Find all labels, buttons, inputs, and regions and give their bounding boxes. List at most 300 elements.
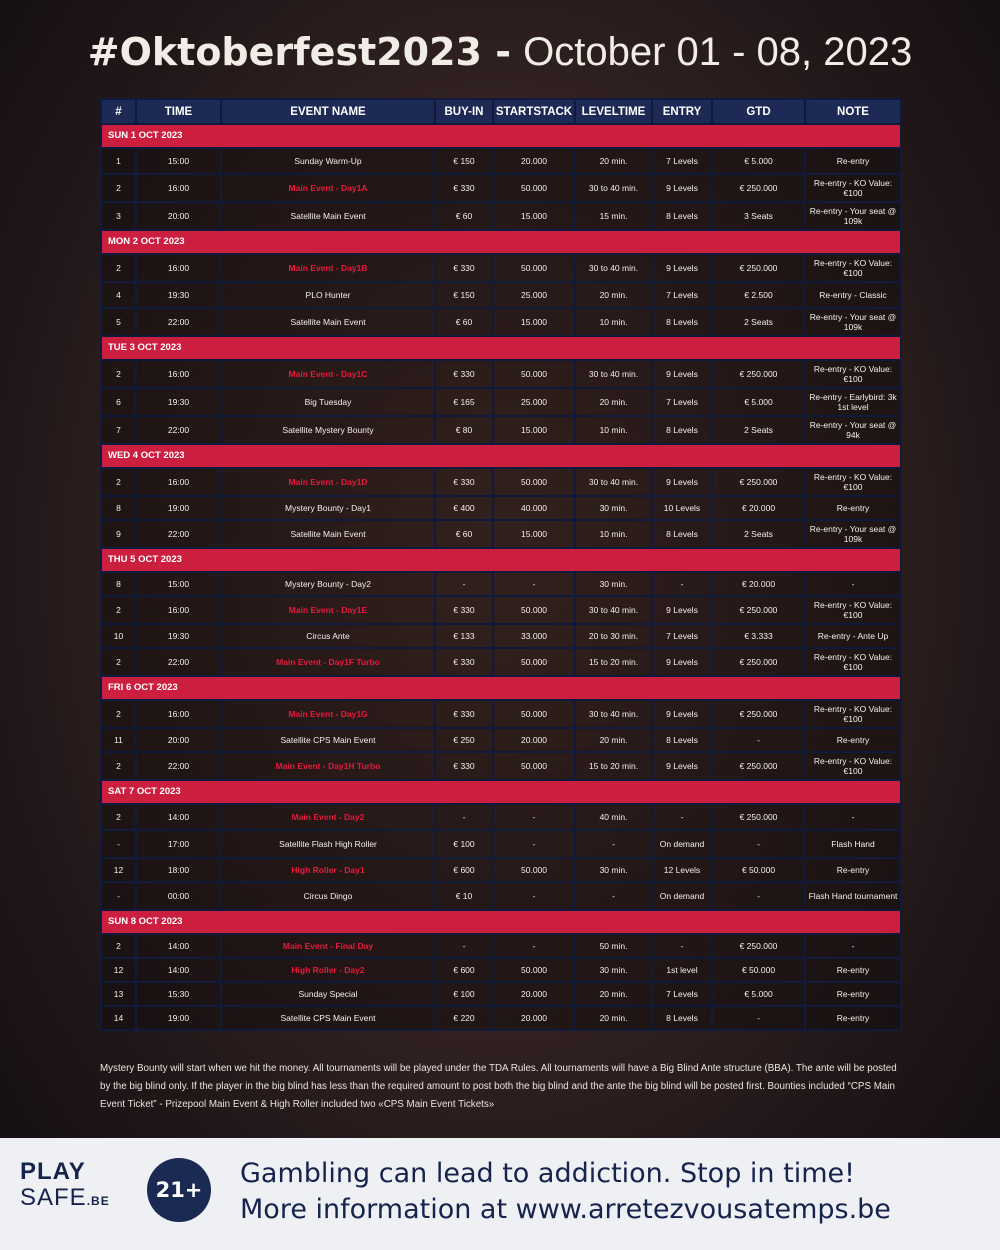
time-cell: 22:00: [136, 648, 221, 676]
rules-footnote: Mystery Bounty will start when we hit the money. All tournaments will be played under the TDA Rules. All tournaments will have a Big Blind Ante structure (BBA). The ante will be posted by the big blind only. If the player in the big blind has less than the required amount to post both the big blind and the ante the big blind will be posted first. Bounties included “CPS Main Event Ticket” - Prizepool Main Event & High Roller included two «CPS Main Event Tickets»: [100, 1063, 897, 1110]
table-row: [101, 308, 901, 336]
entry-cell: 12 Levels: [652, 858, 712, 882]
table-row: [101, 572, 901, 596]
col-header-number: #: [101, 99, 136, 124]
buyin-cell: € 330: [435, 254, 493, 282]
leveltime-cell: 30 to 40 min.: [575, 700, 652, 728]
entry-cell: 7 Levels: [652, 624, 712, 648]
table-row: [101, 934, 901, 958]
col-header-leveltime: LEVELTIME: [575, 99, 652, 124]
schedule-body: [101, 124, 901, 1030]
event-number-cell: 2: [101, 752, 136, 780]
note-cell: Re-entry - KO Value: €100: [805, 360, 901, 388]
schedule-table: [100, 98, 902, 1031]
gtd-cell: -: [712, 1006, 805, 1030]
buyin-cell: € 100: [435, 830, 493, 858]
gtd-cell: -: [712, 882, 805, 910]
startstack-cell: 15.000: [493, 202, 575, 230]
buyin-cell: € 60: [435, 520, 493, 548]
table-row: [101, 804, 901, 830]
gtd-cell: € 250.000: [712, 254, 805, 282]
time-cell: 22:00: [136, 520, 221, 548]
event-name-cell: High Roller - Day2: [221, 958, 435, 982]
entry-cell: 9 Levels: [652, 360, 712, 388]
entry-cell: 9 Levels: [652, 468, 712, 496]
entry-cell: 9 Levels: [652, 700, 712, 728]
note-cell: Re-entry - KO Value: €100: [805, 700, 901, 728]
entry-cell: 8 Levels: [652, 416, 712, 444]
leveltime-cell: 20 min.: [575, 282, 652, 308]
event-number-cell: 2: [101, 700, 136, 728]
time-cell: 22:00: [136, 416, 221, 444]
gtd-cell: € 250.000: [712, 468, 805, 496]
gtd-cell: 2 Seats: [712, 520, 805, 548]
event-name-cell: Main Event - Day1F Turbo: [221, 648, 435, 676]
buyin-cell: € 133: [435, 624, 493, 648]
note-cell: Re-entry - KO Value: €100: [805, 752, 901, 780]
note-cell: Re-entry - Your seat @ 109k: [805, 308, 901, 336]
note-cell: Re-entry: [805, 1006, 901, 1030]
note-cell: Flash Hand tournament: [805, 882, 901, 910]
warning-line-1: Gambling can lead to addiction. Stop in time!: [240, 1158, 855, 1189]
buyin-cell: € 330: [435, 468, 493, 496]
col-header-time: TIME: [136, 99, 221, 124]
event-number-cell: 11: [101, 728, 136, 752]
leveltime-cell: 30 min.: [575, 858, 652, 882]
note-cell: Re-entry: [805, 958, 901, 982]
table-row: [101, 596, 901, 624]
event-number-cell: 1: [101, 148, 136, 174]
event-number-cell: 2: [101, 934, 136, 958]
gambling-warning: [240, 1156, 891, 1228]
buyin-cell: € 150: [435, 282, 493, 308]
day-label: SAT 7 OCT 2023: [101, 780, 901, 804]
playsafe-logo-be: .BE: [86, 1194, 110, 1208]
buyin-cell: € 600: [435, 858, 493, 882]
entry-cell: 9 Levels: [652, 254, 712, 282]
time-cell: 22:00: [136, 752, 221, 780]
leveltime-cell: 40 min.: [575, 804, 652, 830]
gtd-cell: € 250.000: [712, 596, 805, 624]
title-dates: October 01 - 08, 2023: [523, 30, 913, 74]
gtd-cell: € 250.000: [712, 360, 805, 388]
gtd-cell: € 250.000: [712, 648, 805, 676]
event-number-cell: 8: [101, 496, 136, 520]
gtd-cell: € 250.000: [712, 934, 805, 958]
entry-cell: 8 Levels: [652, 308, 712, 336]
table-row: [101, 958, 901, 982]
col-header-note: NOTE: [805, 99, 901, 124]
entry-cell: 8 Levels: [652, 1006, 712, 1030]
table-row: [101, 882, 901, 910]
leveltime-cell: 30 to 40 min.: [575, 360, 652, 388]
note-cell: Re-entry - Your seat @ 109k: [805, 520, 901, 548]
time-cell: 20:00: [136, 202, 221, 230]
entry-cell: 10 Levels: [652, 496, 712, 520]
note-cell: Re-entry: [805, 982, 901, 1006]
event-number-cell: 2: [101, 254, 136, 282]
startstack-cell: -: [493, 882, 575, 910]
time-cell: 19:00: [136, 496, 221, 520]
note-cell: -: [805, 572, 901, 596]
startstack-cell: 50.000: [493, 858, 575, 882]
event-number-cell: 9: [101, 520, 136, 548]
entry-cell: -: [652, 572, 712, 596]
leveltime-cell: 30 min.: [575, 572, 652, 596]
event-name-cell: Satellite CPS Main Event: [221, 1006, 435, 1030]
day-header-row: [101, 910, 901, 934]
table-row: [101, 1006, 901, 1030]
buyin-cell: -: [435, 934, 493, 958]
event-number-cell: 2: [101, 804, 136, 830]
note-cell: Re-entry - KO Value: €100: [805, 468, 901, 496]
event-name-cell: Main Event - Day1A: [221, 174, 435, 202]
event-name-cell: Satellite Flash High Roller: [221, 830, 435, 858]
note-cell: Re-entry: [805, 148, 901, 174]
entry-cell: 8 Levels: [652, 728, 712, 752]
buyin-cell: € 330: [435, 360, 493, 388]
event-name-cell: Mystery Bounty - Day1: [221, 496, 435, 520]
note-cell: Re-entry: [805, 858, 901, 882]
time-cell: 14:00: [136, 934, 221, 958]
gtd-cell: € 50.000: [712, 858, 805, 882]
startstack-cell: -: [493, 934, 575, 958]
event-number-cell: 8: [101, 572, 136, 596]
buyin-cell: € 220: [435, 1006, 493, 1030]
leveltime-cell: 20 min.: [575, 148, 652, 174]
startstack-cell: 50.000: [493, 254, 575, 282]
time-cell: 17:00: [136, 830, 221, 858]
leveltime-cell: 30 to 40 min.: [575, 174, 652, 202]
note-cell: Re-entry - Ante Up: [805, 624, 901, 648]
event-number-cell: 4: [101, 282, 136, 308]
leveltime-cell: 10 min.: [575, 308, 652, 336]
day-label: FRI 6 OCT 2023: [101, 676, 901, 700]
entry-cell: 7 Levels: [652, 982, 712, 1006]
startstack-cell: 50.000: [493, 468, 575, 496]
time-cell: 22:00: [136, 308, 221, 336]
event-number-cell: 2: [101, 648, 136, 676]
gtd-cell: € 3.333: [712, 624, 805, 648]
gtd-cell: -: [712, 830, 805, 858]
buyin-cell: € 60: [435, 308, 493, 336]
event-name-cell: Main Event - Day1E: [221, 596, 435, 624]
buyin-cell: € 330: [435, 648, 493, 676]
note-cell: Re-entry - Your seat @ 109k: [805, 202, 901, 230]
startstack-cell: 25.000: [493, 388, 575, 416]
day-label: MON 2 OCT 2023: [101, 230, 901, 254]
entry-cell: 7 Levels: [652, 282, 712, 308]
table-row: [101, 520, 901, 548]
table-row: [101, 624, 901, 648]
event-number-cell: -: [101, 882, 136, 910]
note-cell: Re-entry: [805, 496, 901, 520]
leveltime-cell: 50 min.: [575, 934, 652, 958]
buyin-cell: € 80: [435, 416, 493, 444]
leveltime-cell: 30 to 40 min.: [575, 596, 652, 624]
table-row: [101, 982, 901, 1006]
col-header-event: EVENT NAME: [221, 99, 435, 124]
time-cell: 16:00: [136, 468, 221, 496]
gtd-cell: -: [712, 728, 805, 752]
event-name-cell: Sunday Warm-Up: [221, 148, 435, 174]
playsafe-logo-play: PLAY: [20, 1158, 86, 1185]
time-cell: 16:00: [136, 360, 221, 388]
table-row: [101, 360, 901, 388]
buyin-cell: € 330: [435, 596, 493, 624]
startstack-cell: 15.000: [493, 308, 575, 336]
startstack-cell: 20.000: [493, 728, 575, 752]
table-row: [101, 254, 901, 282]
age-limit-badge: 21+: [147, 1158, 211, 1222]
event-name-cell: Main Event - Day1B: [221, 254, 435, 282]
title-hashtag: #Oktoberfest2023 -: [87, 30, 512, 74]
event-name-cell: Main Event - Day1H Turbo: [221, 752, 435, 780]
buyin-cell: € 330: [435, 752, 493, 780]
startstack-cell: -: [493, 572, 575, 596]
event-number-cell: 6: [101, 388, 136, 416]
time-cell: 19:30: [136, 388, 221, 416]
startstack-cell: 50.000: [493, 360, 575, 388]
leveltime-cell: 20 min.: [575, 1006, 652, 1030]
event-name-cell: Satellite CPS Main Event: [221, 728, 435, 752]
playsafe-logo-safe: [20, 1184, 110, 1215]
entry-cell: 9 Levels: [652, 174, 712, 202]
buyin-cell: € 60: [435, 202, 493, 230]
event-name-cell: Circus Ante: [221, 624, 435, 648]
table-row: [101, 648, 901, 676]
startstack-cell: 20.000: [493, 982, 575, 1006]
startstack-cell: 50.000: [493, 596, 575, 624]
event-number-cell: 7: [101, 416, 136, 444]
entry-cell: 9 Levels: [652, 596, 712, 624]
time-cell: 20:00: [136, 728, 221, 752]
event-number-cell: 14: [101, 1006, 136, 1030]
gtd-cell: € 5.000: [712, 982, 805, 1006]
entry-cell: 8 Levels: [652, 520, 712, 548]
col-header-gtd: GTD: [712, 99, 805, 124]
col-header-startstack: STARTSTACK: [493, 99, 575, 124]
playsafe-logo: [20, 1160, 110, 1215]
table-row: [101, 202, 901, 230]
event-name-cell: PLO Hunter: [221, 282, 435, 308]
event-number-cell: 2: [101, 360, 136, 388]
event-number-cell: 12: [101, 958, 136, 982]
leveltime-cell: -: [575, 830, 652, 858]
event-number-cell: 2: [101, 596, 136, 624]
day-label: SUN 1 OCT 2023: [101, 124, 901, 148]
event-name-cell: Sunday Special: [221, 982, 435, 1006]
leveltime-cell: 10 min.: [575, 520, 652, 548]
entry-cell: On demand: [652, 882, 712, 910]
note-cell: Re-entry - KO Value: €100: [805, 596, 901, 624]
time-cell: 16:00: [136, 700, 221, 728]
time-cell: 16:00: [136, 174, 221, 202]
time-cell: 14:00: [136, 804, 221, 830]
table-row: [101, 728, 901, 752]
note-cell: Re-entry - KO Value: €100: [805, 254, 901, 282]
gtd-cell: € 2.500: [712, 282, 805, 308]
table-row: [101, 174, 901, 202]
startstack-cell: -: [493, 804, 575, 830]
startstack-cell: 33.000: [493, 624, 575, 648]
time-cell: 16:00: [136, 596, 221, 624]
event-name-cell: Circus Dingo: [221, 882, 435, 910]
event-name-cell: Big Tuesday: [221, 388, 435, 416]
note-cell: -: [805, 804, 901, 830]
note-cell: Re-entry - Classic: [805, 282, 901, 308]
startstack-cell: -: [493, 830, 575, 858]
gtd-cell: € 250.000: [712, 174, 805, 202]
event-name-cell: High Roller - Day1: [221, 858, 435, 882]
gtd-cell: € 250.000: [712, 752, 805, 780]
note-cell: Flash Hand: [805, 830, 901, 858]
event-name-cell: Satellite Main Event: [221, 308, 435, 336]
gtd-cell: € 5.000: [712, 148, 805, 174]
leveltime-cell: 30 min.: [575, 958, 652, 982]
table-row: [101, 416, 901, 444]
startstack-cell: 25.000: [493, 282, 575, 308]
leveltime-cell: 15 min.: [575, 202, 652, 230]
time-cell: 16:00: [136, 254, 221, 282]
entry-cell: 9 Levels: [652, 752, 712, 780]
event-name-cell: Main Event - Day1C: [221, 360, 435, 388]
buyin-cell: € 10: [435, 882, 493, 910]
event-name-cell: Main Event - Day1D: [221, 468, 435, 496]
entry-cell: 7 Levels: [652, 148, 712, 174]
table-row: [101, 388, 901, 416]
leveltime-cell: 20 min.: [575, 388, 652, 416]
entry-cell: 1st level: [652, 958, 712, 982]
table-header-row: [101, 99, 901, 124]
table-row: [101, 700, 901, 728]
gtd-cell: € 250.000: [712, 804, 805, 830]
leveltime-cell: 30 min.: [575, 496, 652, 520]
day-label: WED 4 OCT 2023: [101, 444, 901, 468]
time-cell: 15:00: [136, 572, 221, 596]
buyin-cell: € 100: [435, 982, 493, 1006]
day-label: TUE 3 OCT 2023: [101, 336, 901, 360]
time-cell: 19:30: [136, 624, 221, 648]
buyin-cell: € 150: [435, 148, 493, 174]
playsafe-logo-safe-text: SAFE: [20, 1184, 87, 1211]
entry-cell: -: [652, 934, 712, 958]
day-header-row: [101, 444, 901, 468]
event-number-cell: 10: [101, 624, 136, 648]
table-row: [101, 282, 901, 308]
buyin-cell: € 165: [435, 388, 493, 416]
leveltime-cell: -: [575, 882, 652, 910]
buyin-cell: € 330: [435, 700, 493, 728]
gtd-cell: 2 Seats: [712, 308, 805, 336]
event-name-cell: Satellite Mystery Bounty: [221, 416, 435, 444]
time-cell: 15:30: [136, 982, 221, 1006]
event-name-cell: Main Event - Day2: [221, 804, 435, 830]
startstack-cell: 50.000: [493, 700, 575, 728]
gtd-cell: € 250.000: [712, 700, 805, 728]
gtd-cell: € 5.000: [712, 388, 805, 416]
startstack-cell: 50.000: [493, 958, 575, 982]
gtd-cell: € 20.000: [712, 572, 805, 596]
time-cell: 18:00: [136, 858, 221, 882]
note-cell: Re-entry - KO Value: €100: [805, 174, 901, 202]
entry-cell: On demand: [652, 830, 712, 858]
startstack-cell: 15.000: [493, 416, 575, 444]
note-cell: Re-entry - Your seat @ 94k: [805, 416, 901, 444]
event-name-cell: Satellite Main Event: [221, 202, 435, 230]
event-number-cell: 2: [101, 174, 136, 202]
event-name-cell: Main Event - Day1G: [221, 700, 435, 728]
entry-cell: -: [652, 804, 712, 830]
table-row: [101, 148, 901, 174]
gtd-cell: 3 Seats: [712, 202, 805, 230]
day-header-row: [101, 230, 901, 254]
leveltime-cell: 20 min.: [575, 982, 652, 1006]
table-row: [101, 830, 901, 858]
gtd-cell: € 20.000: [712, 496, 805, 520]
note-cell: Re-entry: [805, 728, 901, 752]
buyin-cell: -: [435, 804, 493, 830]
buyin-cell: -: [435, 572, 493, 596]
entry-cell: 7 Levels: [652, 388, 712, 416]
event-number-cell: 2: [101, 468, 136, 496]
table-row: [101, 858, 901, 882]
buyin-cell: € 330: [435, 174, 493, 202]
table-row: [101, 752, 901, 780]
startstack-cell: 15.000: [493, 520, 575, 548]
leveltime-cell: 20 to 30 min.: [575, 624, 652, 648]
time-cell: 19:00: [136, 1006, 221, 1030]
startstack-cell: 50.000: [493, 752, 575, 780]
note-cell: -: [805, 934, 901, 958]
entry-cell: 9 Levels: [652, 648, 712, 676]
day-label: THU 5 OCT 2023: [101, 548, 901, 572]
leveltime-cell: 30 to 40 min.: [575, 254, 652, 282]
day-header-row: [101, 124, 901, 148]
day-header-row: [101, 780, 901, 804]
col-header-buyin: BUY-IN: [435, 99, 493, 124]
leveltime-cell: 15 to 20 min.: [575, 752, 652, 780]
leveltime-cell: 30 to 40 min.: [575, 468, 652, 496]
note-cell: Re-entry - KO Value: €100: [805, 648, 901, 676]
event-number-cell: -: [101, 830, 136, 858]
time-cell: 14:00: [136, 958, 221, 982]
day-header-row: [101, 336, 901, 360]
event-number-cell: 12: [101, 858, 136, 882]
table-row: [101, 496, 901, 520]
buyin-cell: € 400: [435, 496, 493, 520]
col-header-entry: ENTRY: [652, 99, 712, 124]
startstack-cell: 20.000: [493, 1006, 575, 1030]
buyin-cell: € 600: [435, 958, 493, 982]
event-name-cell: Main Event - Final Day: [221, 934, 435, 958]
day-header-row: [101, 548, 901, 572]
startstack-cell: 40.000: [493, 496, 575, 520]
startstack-cell: 50.000: [493, 648, 575, 676]
event-name-cell: Mystery Bounty - Day2: [221, 572, 435, 596]
event-number-cell: 13: [101, 982, 136, 1006]
leveltime-cell: 20 min.: [575, 728, 652, 752]
startstack-cell: 20.000: [493, 148, 575, 174]
buyin-cell: € 250: [435, 728, 493, 752]
warning-line-2: More information at www.arretezvousatemps.be: [240, 1194, 891, 1225]
startstack-cell: 50.000: [493, 174, 575, 202]
day-header-row: [101, 676, 901, 700]
event-name-cell: Satellite Main Event: [221, 520, 435, 548]
entry-cell: 8 Levels: [652, 202, 712, 230]
table-row: [101, 468, 901, 496]
event-number-cell: 5: [101, 308, 136, 336]
